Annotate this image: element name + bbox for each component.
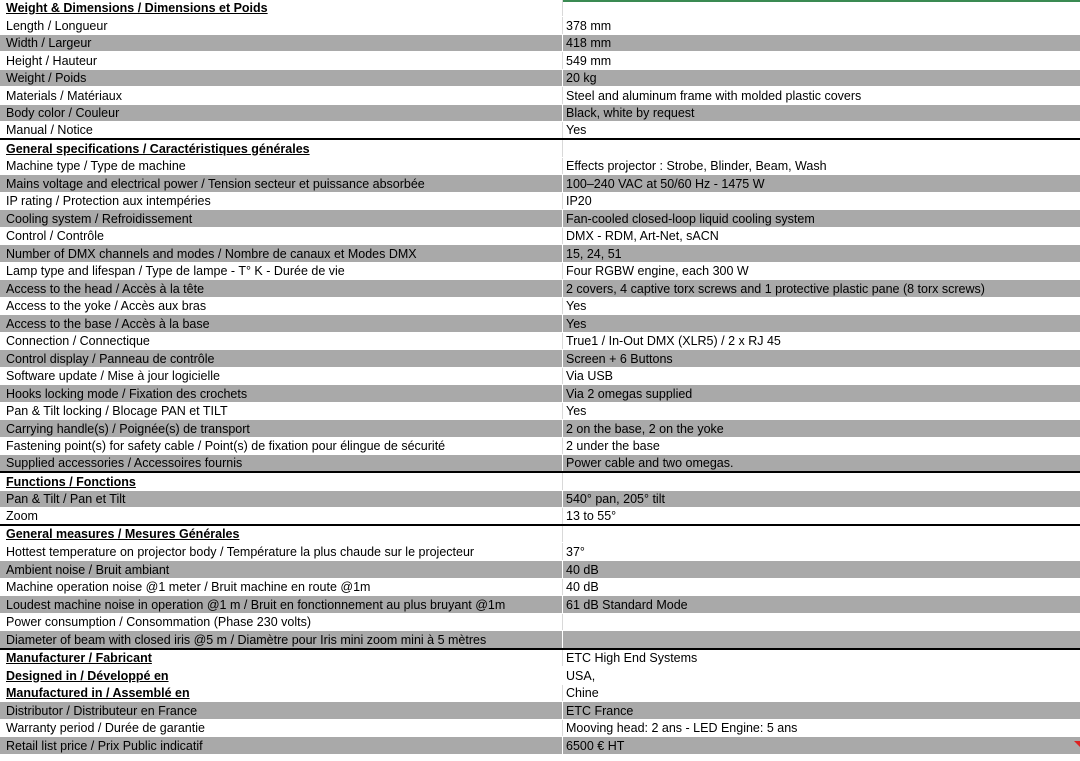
spec-value-cell[interactable]: Screen + 6 Buttons bbox=[566, 351, 673, 366]
table-row bbox=[0, 368, 1080, 385]
table-row bbox=[0, 737, 1080, 755]
spec-value-cell[interactable]: 2 under the base bbox=[566, 439, 660, 453]
column-accent-line bbox=[563, 0, 1080, 2]
spec-value-cell[interactable]: Effects projector : Strobe, Blinder, Beam, Wash bbox=[566, 159, 827, 173]
spec-value-cell[interactable] bbox=[563, 614, 1080, 630]
spec-label-cell[interactable]: Width / Largeur bbox=[0, 35, 563, 51]
table-row bbox=[0, 140, 1080, 158]
spec-value-cell[interactable]: Yes bbox=[566, 316, 587, 331]
table-row bbox=[0, 438, 1080, 455]
spec-value-cell[interactable] bbox=[563, 526, 1080, 542]
table-row bbox=[0, 543, 1080, 561]
spec-label-cell[interactable]: Access to the yoke / Accès aux bras bbox=[0, 298, 563, 314]
table-row bbox=[0, 667, 1080, 685]
spec-value-cell[interactable]: Via 2 omegas supplied bbox=[566, 386, 693, 401]
spec-label-cell[interactable]: Materials / Matériaux bbox=[0, 87, 563, 104]
spec-label-cell[interactable]: Pan & Tilt / Pan et Tilt bbox=[0, 491, 563, 507]
table-row bbox=[0, 298, 1080, 315]
spec-label-cell[interactable]: Manual / Notice bbox=[0, 122, 563, 138]
table-row bbox=[0, 579, 1080, 596]
spec-value-cell[interactable]: Steel and aluminum frame with molded plastic covers bbox=[566, 88, 862, 103]
spec-value-cell[interactable]: 13 to 55° bbox=[566, 509, 617, 523]
spec-value-cell[interactable]: 20 kg bbox=[566, 71, 597, 85]
table-row bbox=[0, 105, 1080, 122]
spec-label-cell[interactable]: Access to the head / Accès à la tête bbox=[0, 280, 563, 297]
spec-label-cell[interactable]: Ambient noise / Bruit ambiant bbox=[0, 561, 563, 578]
table-row bbox=[0, 52, 1080, 70]
spec-value-cell[interactable]: Yes bbox=[566, 123, 587, 137]
spec-label-cell[interactable]: Distributor / Distributeur en France bbox=[0, 702, 563, 719]
spec-label-cell[interactable]: Body color / Couleur bbox=[0, 105, 563, 121]
spec-value-cell[interactable]: 37° bbox=[566, 544, 585, 559]
spec-label-cell[interactable]: Functions / Fonctions bbox=[0, 473, 563, 490]
spec-label-cell[interactable]: Weight / Poids bbox=[0, 70, 563, 86]
spec-value-cell[interactable]: 100–240 VAC at 50/60 Hz - 1475 W bbox=[566, 176, 765, 191]
spec-value-cell[interactable] bbox=[563, 473, 1080, 490]
spec-value-cell[interactable]: Yes bbox=[566, 299, 587, 313]
spec-value-cell[interactable]: IP20 bbox=[566, 194, 592, 208]
spec-value-cell[interactable]: 418 mm bbox=[566, 36, 612, 50]
spec-label-cell[interactable]: Diameter of beam with closed iris @5 m / Diamètre pour Iris mini zoom mini à 5 mètres bbox=[0, 631, 563, 648]
table-row bbox=[0, 0, 1080, 17]
cell-comment-marker bbox=[1074, 741, 1080, 747]
spec-label-cell[interactable]: Machine operation noise @1 meter / Bruit machine en route @1m bbox=[0, 579, 563, 595]
spec-label-cell[interactable]: Lamp type and lifespan / Type de lampe - T° K - Durée de vie bbox=[0, 263, 563, 279]
spec-label-cell[interactable]: IP rating / Protection aux intempéries bbox=[0, 193, 563, 209]
spec-label-cell[interactable]: Supplied accessories / Accessoires fournis bbox=[0, 455, 563, 471]
spec-label-cell[interactable]: General specifications / Caractéristiques générales bbox=[0, 140, 563, 157]
table-row bbox=[0, 508, 1080, 526]
spec-value-cell[interactable]: True1 / In-Out DMX (XLR5) / 2 x RJ 45 bbox=[566, 334, 781, 348]
table-row bbox=[0, 631, 1080, 650]
spec-value-cell[interactable]: Fan-cooled closed-loop liquid cooling system bbox=[566, 211, 815, 226]
spec-label-cell[interactable]: Control display / Panneau de contrôle bbox=[0, 350, 563, 367]
spec-value-cell[interactable] bbox=[563, 0, 1080, 16]
spec-value-cell[interactable]: Chine bbox=[566, 686, 599, 700]
spec-label-cell[interactable]: Fastening point(s) for safety cable / Point(s) de fixation pour élingue de sécurité bbox=[0, 438, 563, 454]
table-row bbox=[0, 263, 1080, 280]
spec-value-cell[interactable]: 549 mm bbox=[566, 53, 612, 68]
spec-value-cell[interactable]: ETC High End Systems bbox=[566, 651, 698, 665]
spec-label-cell[interactable]: General measures / Mesures Générales bbox=[0, 526, 563, 542]
spec-label-cell[interactable]: Loudest machine noise in operation @1 m / Bruit en fonctionnement au plus bruyant @1m bbox=[0, 596, 563, 613]
spec-label-cell[interactable]: Mains voltage and electrical power / Tension secteur et puissance absorbée bbox=[0, 175, 563, 192]
table-row bbox=[0, 333, 1080, 350]
table-row bbox=[0, 685, 1080, 702]
spec-value-cell[interactable]: Via USB bbox=[566, 369, 614, 383]
spec-value-cell[interactable]: ETC France bbox=[566, 703, 634, 718]
spec-value-cell[interactable]: 40 dB bbox=[566, 562, 599, 577]
spec-value-cell[interactable]: 2 covers, 4 captive torx screws and 1 protective plastic pane (8 torx screws) bbox=[566, 281, 985, 296]
table-row bbox=[0, 385, 1080, 403]
table-row bbox=[0, 526, 1080, 543]
spec-label-cell[interactable]: Machine type / Type de machine bbox=[0, 158, 563, 174]
spec-label-cell[interactable]: Carrying handle(s) / Poignée(s) de transport bbox=[0, 420, 563, 437]
spec-label-cell[interactable]: Height / Hauteur bbox=[0, 52, 563, 69]
table-row bbox=[0, 650, 1080, 667]
table-row bbox=[0, 702, 1080, 720]
spec-value-cell[interactable]: Yes bbox=[566, 404, 587, 418]
spec-label-cell[interactable]: Connection / Connectique bbox=[0, 333, 563, 349]
spec-label-cell[interactable]: Zoom bbox=[0, 508, 563, 524]
spec-label-cell[interactable]: Warranty period / Durée de garantie bbox=[0, 720, 563, 736]
spec-value-cell[interactable]: Four RGBW engine, each 300 W bbox=[566, 264, 749, 278]
table-row bbox=[0, 473, 1080, 491]
spec-value-cell[interactable]: 378 mm bbox=[566, 18, 612, 33]
spec-value-cell[interactable] bbox=[563, 631, 1080, 648]
table-row bbox=[0, 35, 1080, 52]
spec-value-cell[interactable] bbox=[563, 140, 1080, 157]
spec-label-cell[interactable]: Hooks locking mode / Fixation des crochets bbox=[0, 385, 563, 402]
spec-label-cell[interactable]: Designed in / Développé en bbox=[0, 667, 563, 684]
table-row bbox=[0, 158, 1080, 175]
spec-value-cell[interactable]: Black, white by request bbox=[566, 106, 695, 120]
table-row bbox=[0, 403, 1080, 420]
table-row bbox=[0, 210, 1080, 228]
spec-label-cell[interactable]: Retail list price / Prix Public indicatif bbox=[0, 737, 563, 754]
table-row bbox=[0, 720, 1080, 737]
spec-value-cell[interactable]: Mooving head: 2 ans - LED Engine: 5 ans bbox=[566, 721, 798, 735]
table-row bbox=[0, 350, 1080, 368]
table-row bbox=[0, 122, 1080, 140]
spec-value-cell[interactable]: 40 dB bbox=[566, 580, 599, 594]
spec-label-cell[interactable]: Access to the base / Accès à la base bbox=[0, 315, 563, 332]
spec-label-cell[interactable]: Hottest temperature on projector body / Température la plus chaude sur le projecteur bbox=[0, 543, 563, 560]
spec-value-cell[interactable]: DMX - RDM, Art-Net, sACN bbox=[566, 229, 719, 243]
spec-value-cell[interactable]: 6500 € HT bbox=[566, 738, 625, 753]
table-row bbox=[0, 491, 1080, 508]
spec-label-cell[interactable]: Cooling system / Refroidissement bbox=[0, 210, 563, 227]
table-row bbox=[0, 280, 1080, 298]
table-row bbox=[0, 175, 1080, 193]
table-row bbox=[0, 17, 1080, 35]
spec-label-cell[interactable]: Pan & Tilt locking / Blocage PAN et TILT bbox=[0, 403, 563, 419]
spec-label-cell[interactable]: Number of DMX channels and modes / Nombre de canaux et Modes DMX bbox=[0, 245, 563, 262]
spec-value-cell[interactable]: 15, 24, 51 bbox=[566, 246, 622, 261]
spec-value-cell[interactable]: 61 dB Standard Mode bbox=[566, 597, 688, 612]
table-row bbox=[0, 420, 1080, 438]
table-row bbox=[0, 596, 1080, 614]
table-row bbox=[0, 614, 1080, 631]
spec-label-cell[interactable]: Weight & Dimensions / Dimensions et Poids bbox=[0, 0, 563, 16]
spec-label-cell[interactable]: Length / Longueur bbox=[0, 17, 563, 34]
table-row bbox=[0, 455, 1080, 473]
spec-label-cell[interactable]: Software update / Mise à jour logicielle bbox=[0, 368, 563, 384]
spec-value-cell[interactable]: 540° pan, 205° tilt bbox=[566, 492, 665, 506]
table-row bbox=[0, 87, 1080, 105]
spec-value-cell[interactable]: USA, bbox=[566, 668, 596, 683]
table-row bbox=[0, 245, 1080, 263]
table-row bbox=[0, 228, 1080, 245]
spec-label-cell[interactable]: Control / Contrôle bbox=[0, 228, 563, 244]
table-row bbox=[0, 315, 1080, 333]
spec-value-cell[interactable]: Power cable and two omegas. bbox=[566, 456, 734, 470]
table-row bbox=[0, 561, 1080, 579]
spec-label-cell[interactable]: Manufactured in / Assemblé en bbox=[0, 685, 563, 701]
table-row bbox=[0, 70, 1080, 87]
spec-label-cell[interactable]: Manufacturer / Fabricant bbox=[0, 650, 563, 666]
table-row bbox=[0, 193, 1080, 210]
spec-label-cell[interactable]: Power consumption / Consommation (Phase 230 volts) bbox=[0, 614, 563, 630]
spec-value-cell[interactable]: 2 on the base, 2 on the yoke bbox=[566, 421, 724, 436]
